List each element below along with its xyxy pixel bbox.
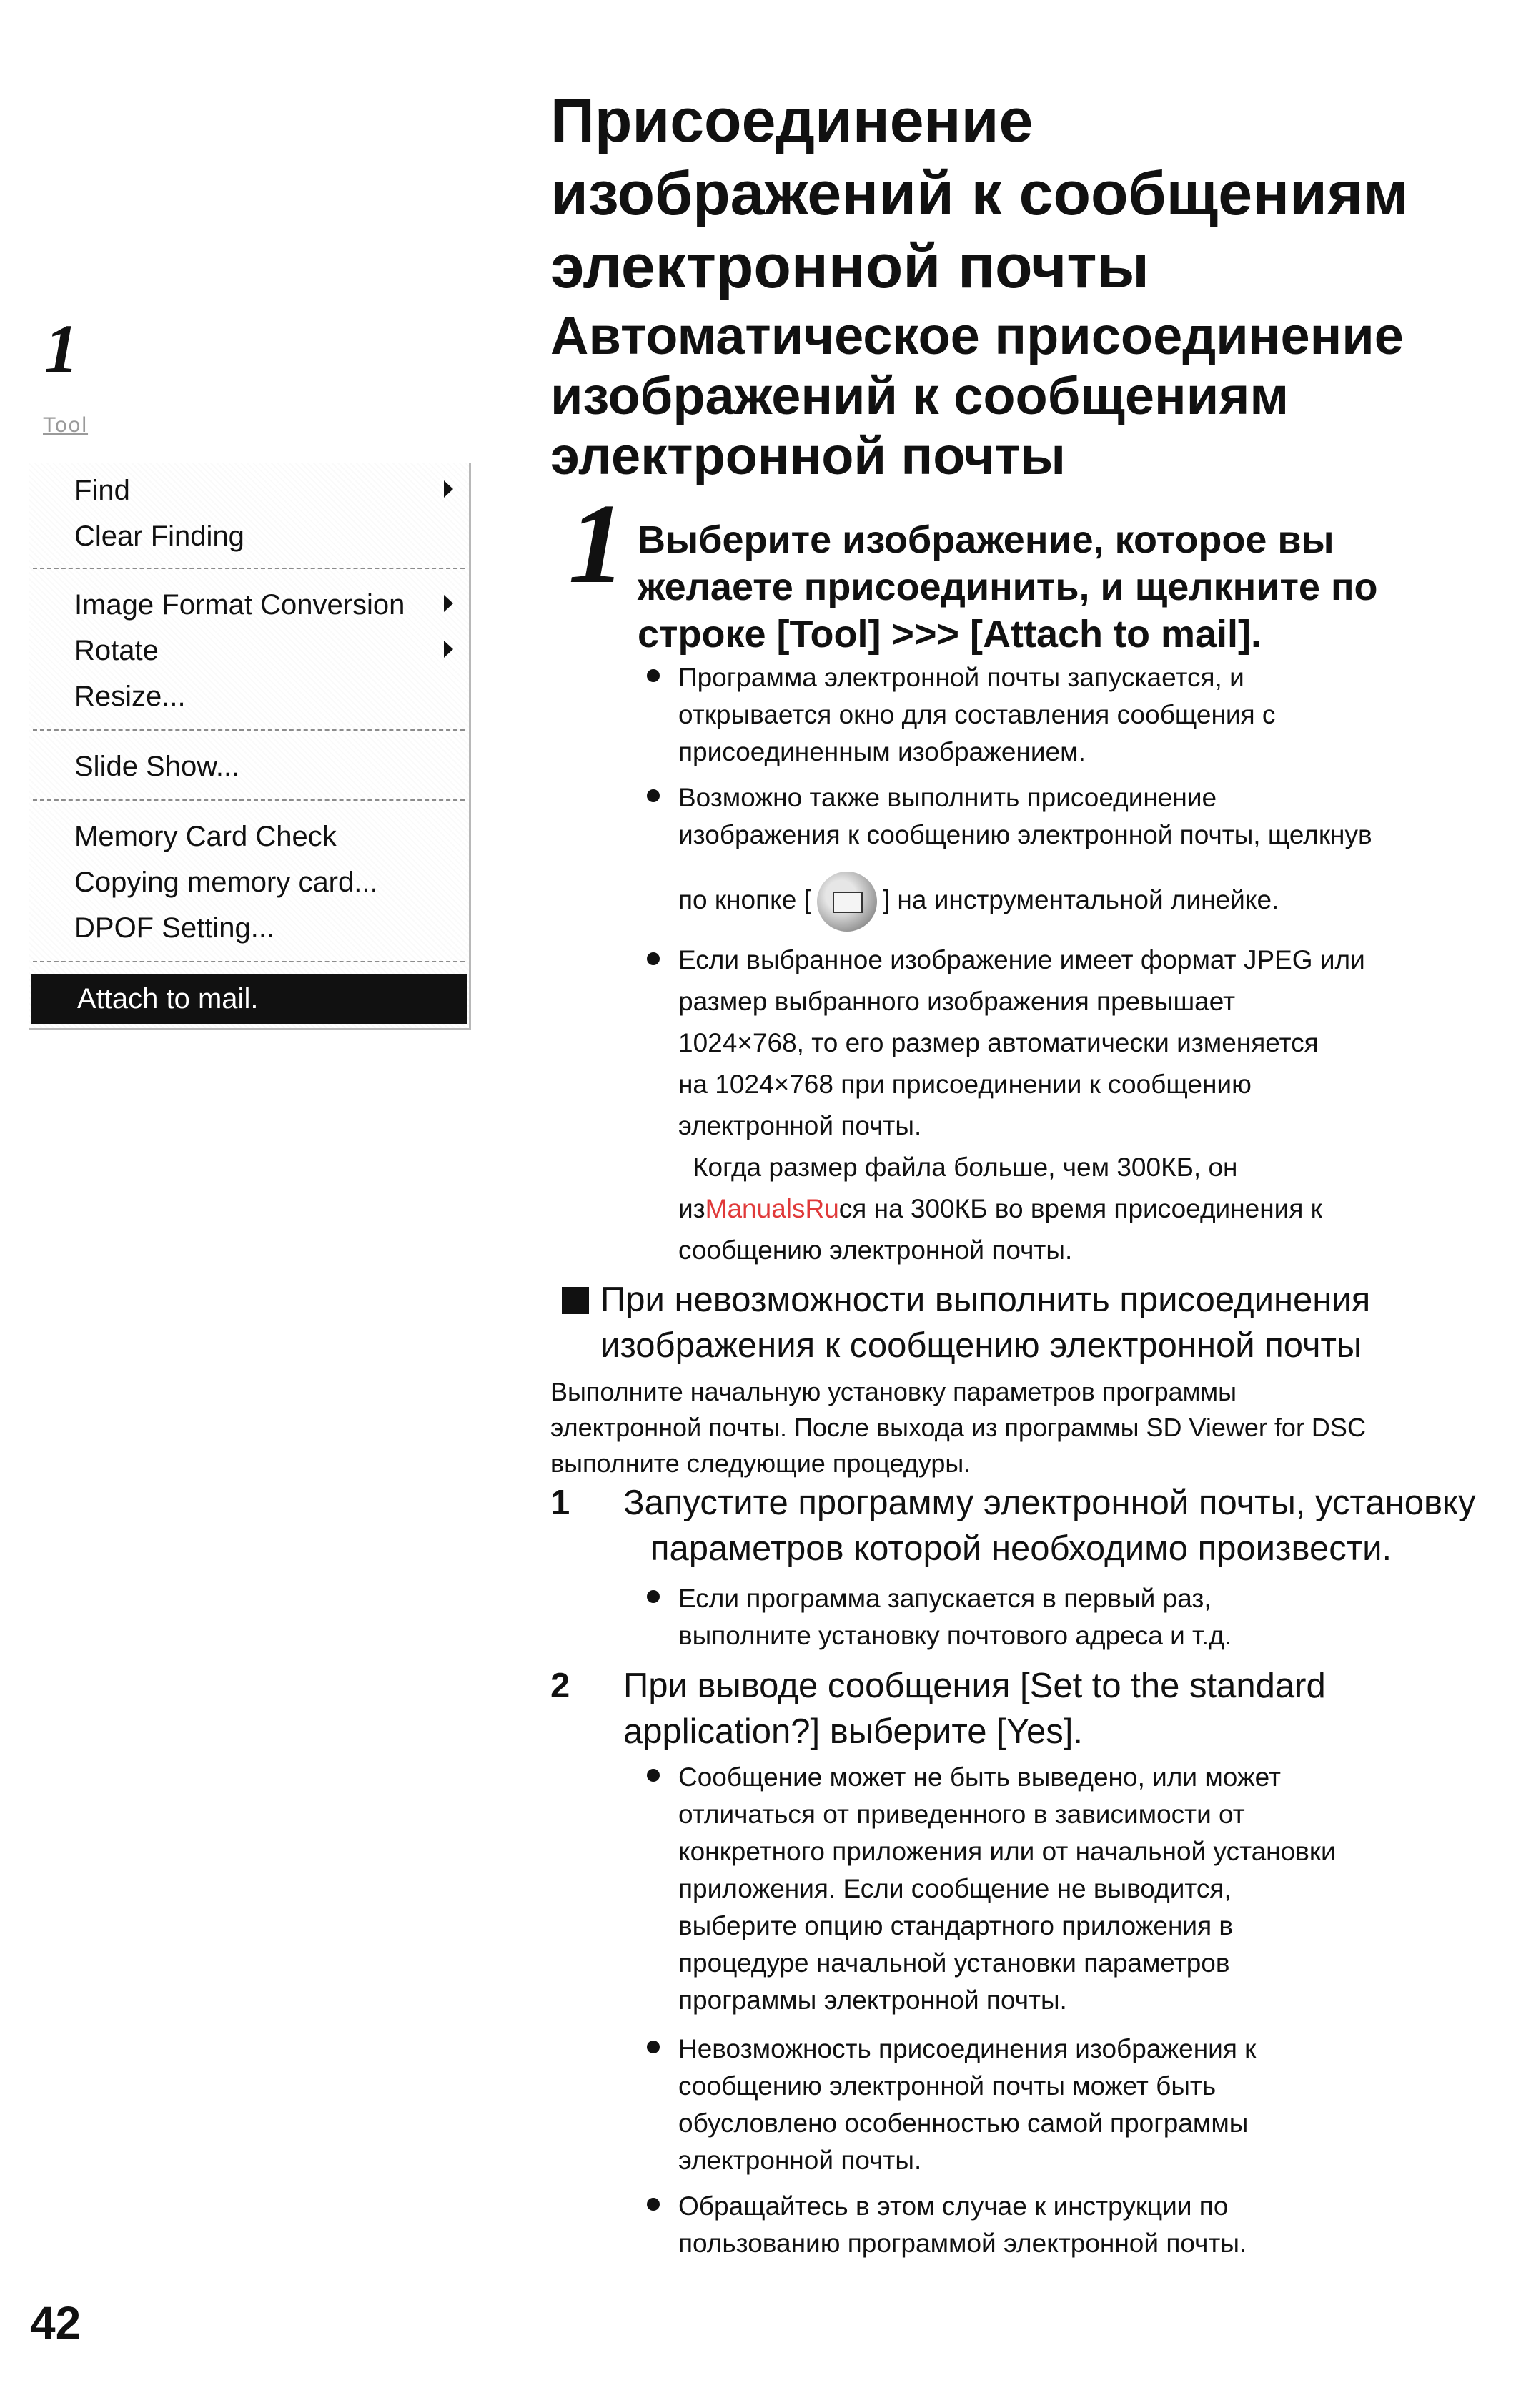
bullet-icon: [647, 1590, 660, 1603]
menu-item-find[interactable]: [29, 468, 469, 513]
bullet-icon: [647, 669, 660, 682]
menu-item-clear-finding[interactable]: [29, 513, 469, 559]
bullet-item: Возможно также выполнить присоединение изображения к сообщению электронной почты, щелкнув по кнопке [ ] на инструментальной линейке.: [647, 779, 1490, 932]
menu-item-resize[interactable]: [29, 673, 469, 719]
section-intro: Выполните начальную установку параметров программы электронной почты. После выхода из программы SD Viewer for DSC выполните следующие процедуры.: [550, 1377, 1366, 1478]
step-figure-number: 1: [44, 310, 79, 387]
menu-item-dpof-setting[interactable]: [29, 905, 469, 951]
item-text: При выводе сообщения [Set to the standard application?] выберите [Yes].: [623, 1667, 1326, 1751]
menu-separator: [33, 568, 465, 569]
menu-item-attach-to-mail[interactable]: [31, 974, 467, 1024]
menu-item-label: DPOF Setting...: [74, 912, 275, 944]
menu-item-slide-show[interactable]: [29, 744, 469, 789]
menu-item-label: Resize...: [74, 680, 186, 712]
bullet-item: Программа электронной почты запускается, и открывается окно для составления сообщения с присоединенным изображением.: [647, 659, 1490, 771]
menu-separator: [33, 961, 465, 962]
step-number: 1: [568, 480, 625, 607]
menu-item-label: Slide Show...: [74, 750, 240, 782]
menu-separator: [33, 729, 465, 731]
bullet-icon: [647, 1769, 660, 1782]
section-marker-icon: [562, 1287, 589, 1314]
menu-item-label: Copying memory card...: [74, 866, 378, 898]
page-number: 42: [30, 2297, 81, 2349]
section-title: Автоматическое присоединение изображений к сообщениям электронной почты: [550, 306, 1404, 485]
watermark-text: ManualsRu: [705, 1194, 839, 1223]
page-title: Присоединение изображений к сообщениям электронной почты: [550, 87, 1409, 301]
menu-item-memory-card-check[interactable]: [29, 814, 469, 859]
item-text: Запустите программу электронной почты, установку параметров которой необходимо произвести.: [623, 1484, 1476, 1568]
bullet-item: Обращайтесь в этом случае к инструкции по пользованию программой электронной почты.: [647, 2188, 1490, 2262]
menu-item-label: Rotate: [74, 634, 159, 666]
bullet-icon: [647, 789, 660, 802]
tool-menu: [29, 463, 471, 1030]
item-number: 2: [550, 1667, 570, 1705]
bullet-item: Если программа запускается в первый раз, выполните установку почтового адреса и т.д.: [647, 1580, 1490, 1654]
menu-item-copying-memory-card[interactable]: [29, 859, 469, 905]
bullet-icon: [647, 952, 660, 965]
submenu-arrow-icon: [444, 595, 453, 612]
menu-item-label: Clear Finding: [74, 520, 244, 552]
bullet-icon: [647, 2198, 660, 2211]
menu-item-label: Image Format Conversion: [74, 588, 405, 621]
mail-button-icon: [817, 872, 877, 932]
submenu-arrow-icon: [444, 480, 453, 498]
menu-title: Tool: [43, 413, 89, 437]
menu-item-label: Attach to mail.: [77, 982, 259, 1015]
bullet-item: Если выбранное изображение имеет формат JPEG или размер выбранного изображения превышает 1024×768, то его размер автоматически изменяется на 1024×768 при присоединении к сообщению электронной почты. Когда размер файла больше, чем 300КБ, он изManualsRuся на 300КБ во время присоединения к сообщению электронной почты.: [647, 939, 1490, 1271]
submenu-arrow-icon: [444, 641, 453, 658]
bullet-icon: [647, 2041, 660, 2053]
bullet-item: Невозможность присоединения изображения к сообщению электронной почты может быть обусловлено особенностью самой программы электронной почты.: [647, 2030, 1490, 2179]
menu-item-label: Find: [74, 474, 130, 506]
menu-item-image-format-conversion[interactable]: [29, 582, 469, 628]
menu-separator: [33, 799, 465, 801]
subsection-heading: При невозможности выполнить присоединения изображения к сообщению электронной почты: [600, 1281, 1371, 1365]
bullet-item: Сообщение может не быть выведено, или может отличаться от приведенного в зависимости от конкретного приложения или от начальной установки приложения. Если сообщение не выводится, выберите опцию стандартного приложения в процедуре начальной установки параметров программы электронной почты.: [647, 1759, 1490, 2019]
step-instruction: Выберите изображение, которое вы желаете присоединить, и щелкните по строке [Tool] >>> [Attach to mail].: [638, 518, 1378, 656]
item-number: 1: [550, 1484, 570, 1522]
menu-item-label: Memory Card Check: [74, 820, 337, 852]
menu-item-rotate[interactable]: [29, 628, 469, 673]
